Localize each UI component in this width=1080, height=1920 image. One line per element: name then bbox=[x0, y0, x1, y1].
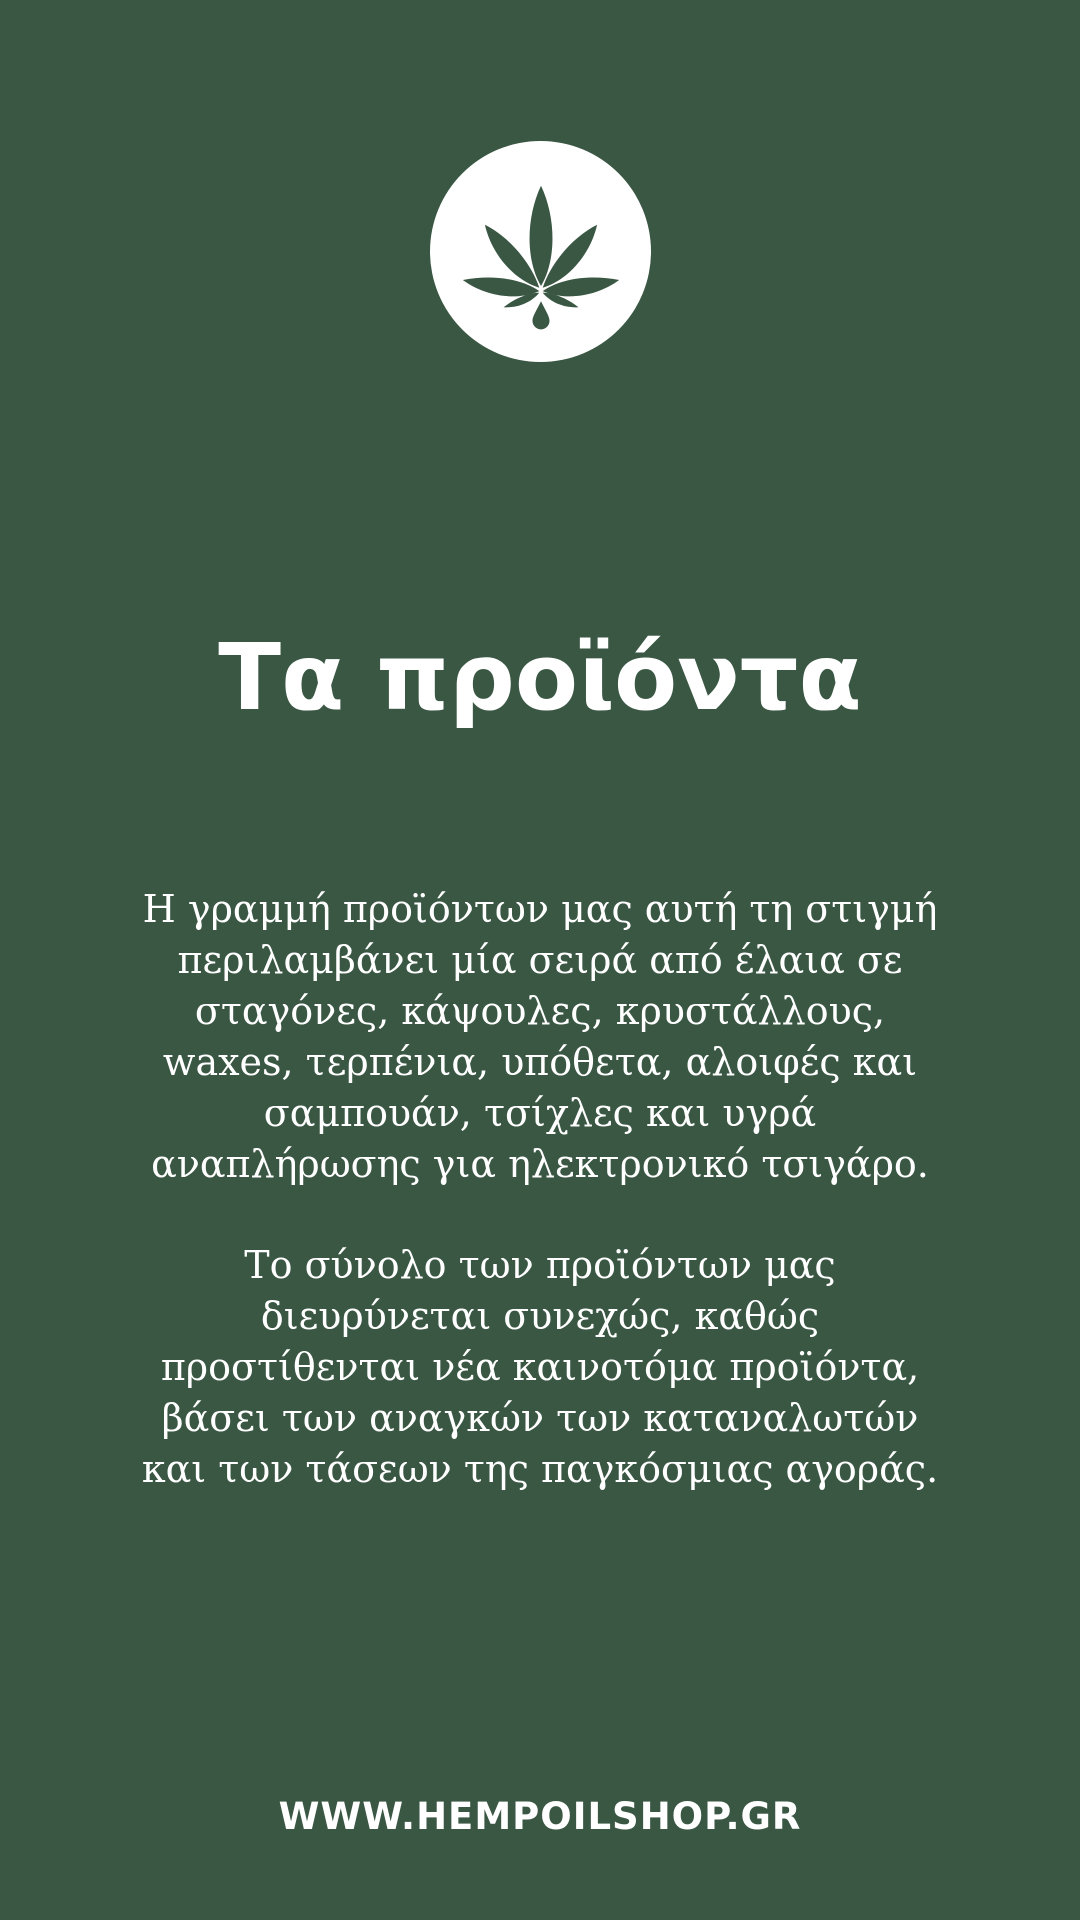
text-line: waxes, τερπένια, υπόθετα, αλοιφές και bbox=[162, 1040, 918, 1084]
paragraph-products bbox=[80, 884, 1000, 1190]
text-line: προστίθενται νέα καινοτόμα προϊόντα, bbox=[160, 1345, 920, 1389]
text-line: Το σύνολο των προϊόντων μας bbox=[244, 1243, 836, 1287]
text-line: διευρύνεται συνεχώς, καθώς bbox=[260, 1294, 820, 1338]
paragraph-expansion bbox=[80, 1240, 1000, 1495]
text-line: σταγόνες, κάψουλες, κρυστάλλους, bbox=[194, 989, 886, 1033]
page-title: Τα προϊόντα bbox=[218, 624, 862, 731]
text-line: αναπλήρωσης για ηλεκτρονικό τσιγάρο. bbox=[151, 1142, 929, 1186]
text-line: βάσει των αναγκών των καταναλωτών bbox=[161, 1396, 919, 1440]
website-link[interactable]: WWW.HEMPOILSHOP.GR bbox=[278, 1795, 802, 1838]
text-line: και των τάσεων της παγκόσμιας αγοράς. bbox=[141, 1447, 939, 1491]
text-line: περιλαμβάνει μία σειρά από έλαια σε bbox=[177, 938, 903, 982]
logo bbox=[430, 141, 651, 362]
text-line: Η γραμμή προϊόντων μας αυτή τη στιγμή bbox=[142, 887, 938, 931]
cannabis-leaf-icon bbox=[456, 167, 626, 337]
text-line: σαμπουάν, τσίχλες και υγρά bbox=[263, 1091, 817, 1135]
